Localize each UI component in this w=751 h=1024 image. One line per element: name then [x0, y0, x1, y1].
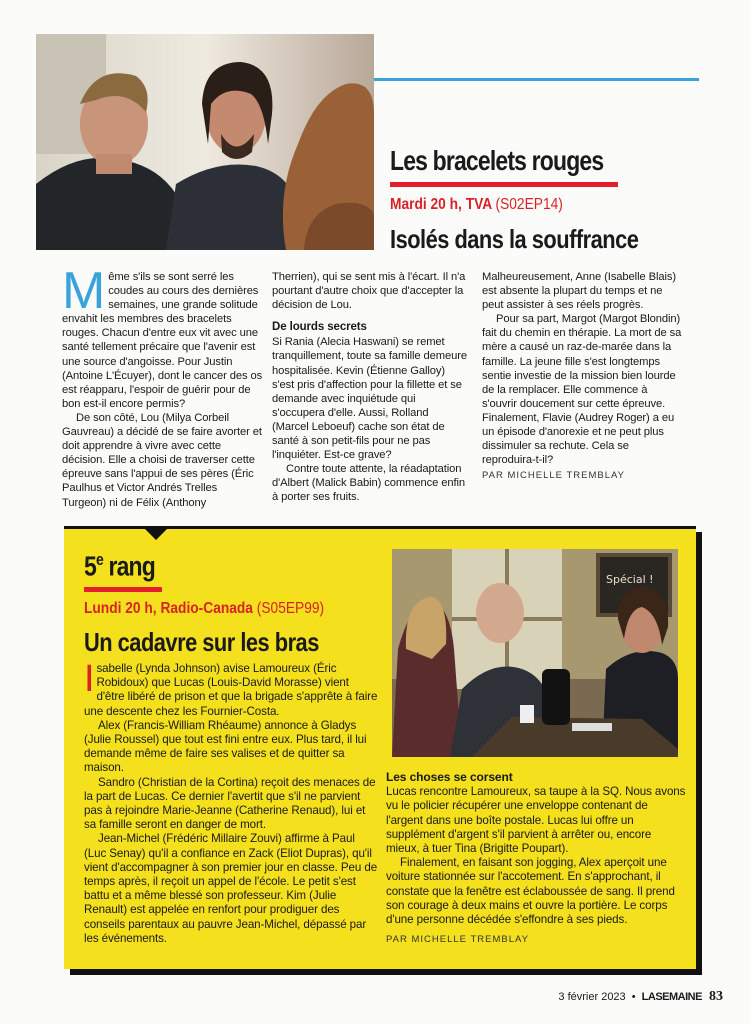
- article1-column-2: [272, 270, 468, 505]
- page-footer: [558, 989, 723, 1005]
- photo-two-men: [36, 34, 374, 250]
- schedule: [390, 196, 563, 214]
- drop-cap: M: [62, 262, 106, 320]
- top-rule: [372, 78, 699, 81]
- schedule-time: Mardi 20 h, TVA: [390, 196, 492, 213]
- title-superscript: e: [95, 550, 103, 569]
- paragraph: Finalement, en faisant son jogging, Alex aperçoit une voiture stationnée sur l'accotement. En s'approchant, il constate que la fenêtre est éclaboussée de sang. Il prend son courage à deux mains et ouvre la portière. Le corps d'une personne décédée s'effondre à ses pieds.: [386, 856, 675, 927]
- article-subtitle: Un cadavre sur les bras: [84, 627, 319, 657]
- magazine-name: LASEMAINE: [641, 991, 702, 1003]
- page-number: 83: [709, 989, 723, 1004]
- paragraph: Si Rania (Alecia Haswani) se remet tranquillement, toute sa famille demeure hospitalisée. Kevin (Étienne Galloy) s'est pris d'affection pour la fillette et se demande avec inquiétude qui s'occupera d'elle. Aussi, Rolland (Marcel Leboeuf) cache son état de santé à son petit-fils pour ne pas l'inquiéter. Est-ce grave?: [272, 336, 467, 462]
- title-rest: rang: [102, 550, 155, 582]
- article2-column-2: [386, 770, 686, 947]
- paragraph: Therrien), qui se sent mis à l'écart. Il n'a pourtant d'autre choix que d'accepter la décision de Lou.: [272, 271, 466, 312]
- paragraph: Sandro (Christian de la Cortina) reçoit des menaces de la part de Lucas. Ce dernier l'avertit que s'il ne parvient pas à rejoindre Marie-Jeanne (Catherine Renaud), lui et sa famille seront en danger de mort.: [84, 775, 376, 832]
- footer-bullet: •: [631, 991, 636, 1003]
- photo-cafe-scene: [392, 549, 678, 757]
- article-title: Les bracelets rouges: [390, 145, 604, 176]
- paragraph: Alex (Francis-William Rhéaume) annonce à Gladys (Julie Roussel) que tout est fini entre eux. Plus tard, il lui demande même de faire ses valises et de quitter sa maison.: [84, 718, 367, 775]
- article-title: [84, 550, 155, 582]
- box-shadow-right: [696, 532, 702, 975]
- sign-text: Spécial !: [606, 573, 654, 586]
- section-heading: De lourds secrets: [272, 321, 367, 334]
- schedule: [84, 600, 324, 618]
- paragraph: Pour sa part, Margot (Margot Blondin) fait du chemin en thérapie. La mort de sa mère a causé un raz-de-marée dans la famille. La jeune fille s'est longtemps sentie investie de la mission bien lourde de la remplacer. Elle commence à s'ouvrir doucement sur cette épreuve. Finalement, Flavie (Audrey Roger) a eu un épisode d'anorexie et ne peut plus dissimuler sa rechute. Cela se reproduira-t-il?: [482, 313, 682, 467]
- episode-code: (S05EP99): [256, 600, 325, 617]
- paragraph: sabelle (Lynda Johnson) avise Lamoureux (Éric Robidoux) que Lucas (Louis-David Morasse) vient d'être libéré de prison et que la brigade s'apprête à faire une descente chez les Fournier-Costa.: [84, 662, 378, 718]
- episode-code: (S02EP14): [495, 196, 563, 213]
- article1-column-1: [62, 262, 264, 510]
- paragraph: Malheureusement, Anne (Isabelle Blais) est absente la plupart du temps et ne peut assister à ses réels progrès.: [482, 271, 676, 312]
- article-subtitle: Isolés dans la souffrance: [390, 224, 639, 254]
- byline: PAR MICHELLE TREMBLAY: [482, 470, 625, 482]
- section-heading: Les choses se corsent: [386, 770, 513, 784]
- paragraph: Jean-Michel (Frédéric Millaire Zouvi) affirme à Paul (Luc Senay) qu'il a confiance en Zack (Eliot Dupras), qu'il vient d'accompagner à son premier jour en classe. Peu de temps après, il reçoit un appel de l'école. Le petit s'est battu et a même blessé son professeur. Kim (Julie Renault) est appelée en renfort pour prodiguer des conseils parentaux au pauvre Jean-Michel, dépassé par les événements.: [84, 832, 378, 945]
- title-number: 5: [84, 550, 96, 582]
- box-shadow-bottom: [70, 969, 702, 975]
- drop-cap: I: [84, 658, 95, 700]
- schedule-time: Lundi 20 h, Radio-Canada: [84, 600, 253, 617]
- paragraph: Lucas rencontre Lamoureux, sa taupe à la SQ. Nous avons vu le policier récupérer une enveloppe contenant de l'argent dans une boîte postale. Lucas lui offre un supplément d'argent s'il parvient à arrêter ou, encore mieux, à tuer Tina (Brigitte Poupart).: [386, 785, 686, 856]
- article2-column-1: [84, 658, 380, 946]
- paragraph: Contre toute attente, la réadaptation d'Albert (Malick Babin) commence enfin à porter ses fruits.: [272, 463, 465, 504]
- paragraph: De son côté, Lou (Milya Corbeil Gauvreau) a décidé de se faire avorter et doit apprendre à vivre avec cette décision. Elle a choisi de traverser cette épreuve sans l'appui de ses pères (Éric Paulhus et Victor Andrés Trelles Turgeon) ni de Félix (Anthony: [62, 411, 262, 509]
- issue-date: 3 février 2023: [558, 991, 626, 1003]
- byline: PAR MICHELLE TREMBLAY: [386, 934, 529, 946]
- title-underline: [84, 587, 162, 592]
- title-underline: [390, 182, 618, 187]
- paragraph: ême s'ils se sont serré les coudes au cours des dernières semaines, une grande solitude envahit les membres des bracelets rouges. Chacun d'entre eux vit avec une santé tellement précaire que l'avenir est une source d'angoisse. Pour Justin (Antoine L'Écuyer), dont le cancer des os est réapparu, l'espoir de guérir pour de bon est-il encore permis?: [62, 271, 263, 410]
- box-notch: [142, 526, 170, 540]
- article1-column-3: [482, 270, 682, 483]
